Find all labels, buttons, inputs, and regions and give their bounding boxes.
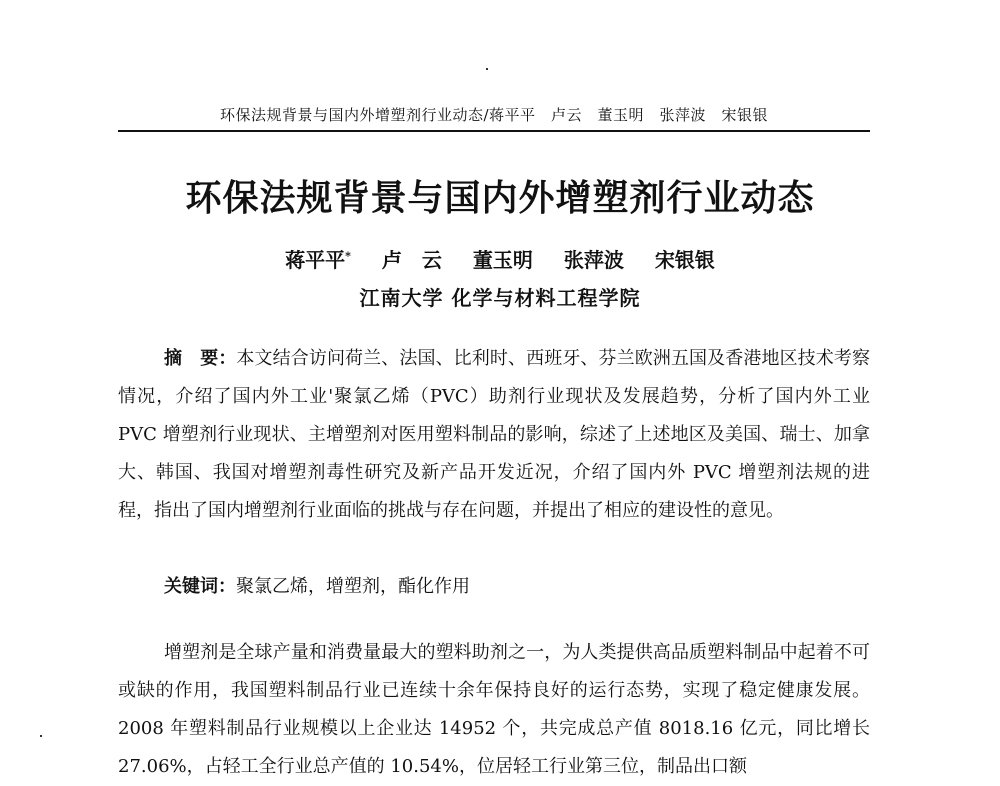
abstract-label: 摘 要： xyxy=(164,348,237,369)
header-rule xyxy=(118,130,870,132)
keywords-text: 聚氯乙烯，增塑剂，酯化作用 xyxy=(236,576,470,597)
author-name: 卢 云 xyxy=(381,248,442,272)
abstract-paragraph xyxy=(118,340,870,530)
scan-speck xyxy=(40,735,42,737)
author-list xyxy=(0,244,1000,273)
author-name: 张萍波 xyxy=(563,248,624,272)
author-affiliation: 江南大学 化学与材料工程学院 xyxy=(359,286,641,310)
running-header: 环保法规背景与国内外增塑剂行业动态/蒋平平 卢云 董玉明 张萍波 宋银银 xyxy=(219,106,769,124)
article-title: 环保法规背景与国内外增塑剂行业动态 xyxy=(185,178,815,219)
keywords-line xyxy=(118,568,916,606)
author-name: 董玉明 xyxy=(472,248,533,272)
author-name: 宋银银 xyxy=(654,248,715,272)
abstract-text: 本文结合访问荷兰、法国、比利时、西班牙、芬兰欧洲五国及香港地区技术考察情况，介绍了国内外工业'聚氯乙烯（PVC）助剂行业现状及发展趋势，分析了国内外工业 PVC 增塑剂行业现状、主增塑剂对医用塑料制品的影响，综述了上述地区及美国、瑞士、加拿大、韩国、我国对增塑剂毒性研究及新产品开发近况，介绍了国内外 PVC 增塑剂法规的进程，指出了国内增塑剂行业面临的挑战与存在问题，并提出了相应的建设性的意见。 xyxy=(118,348,870,521)
intro-paragraph: 增塑剂是全球产量和消费量最大的塑料助剂之一，为人类提供高品质塑料制品中起着不可或缺的作用，我国塑料制品行业已连续十余年保持良好的运行态势，实现了稳定健康发展。2008 年塑料制品行业规模以上企业达 14952 个，共完成总产值 8018.16 亿元，同比增长 27.06%，占轻工全行业总产值的 10.54%，位居轻工行业第三位，制品出口额 xyxy=(118,642,870,777)
author-name: 蒋平平* xyxy=(285,248,351,272)
keywords-label: 关键词： xyxy=(164,576,236,597)
scan-speck xyxy=(486,68,488,70)
